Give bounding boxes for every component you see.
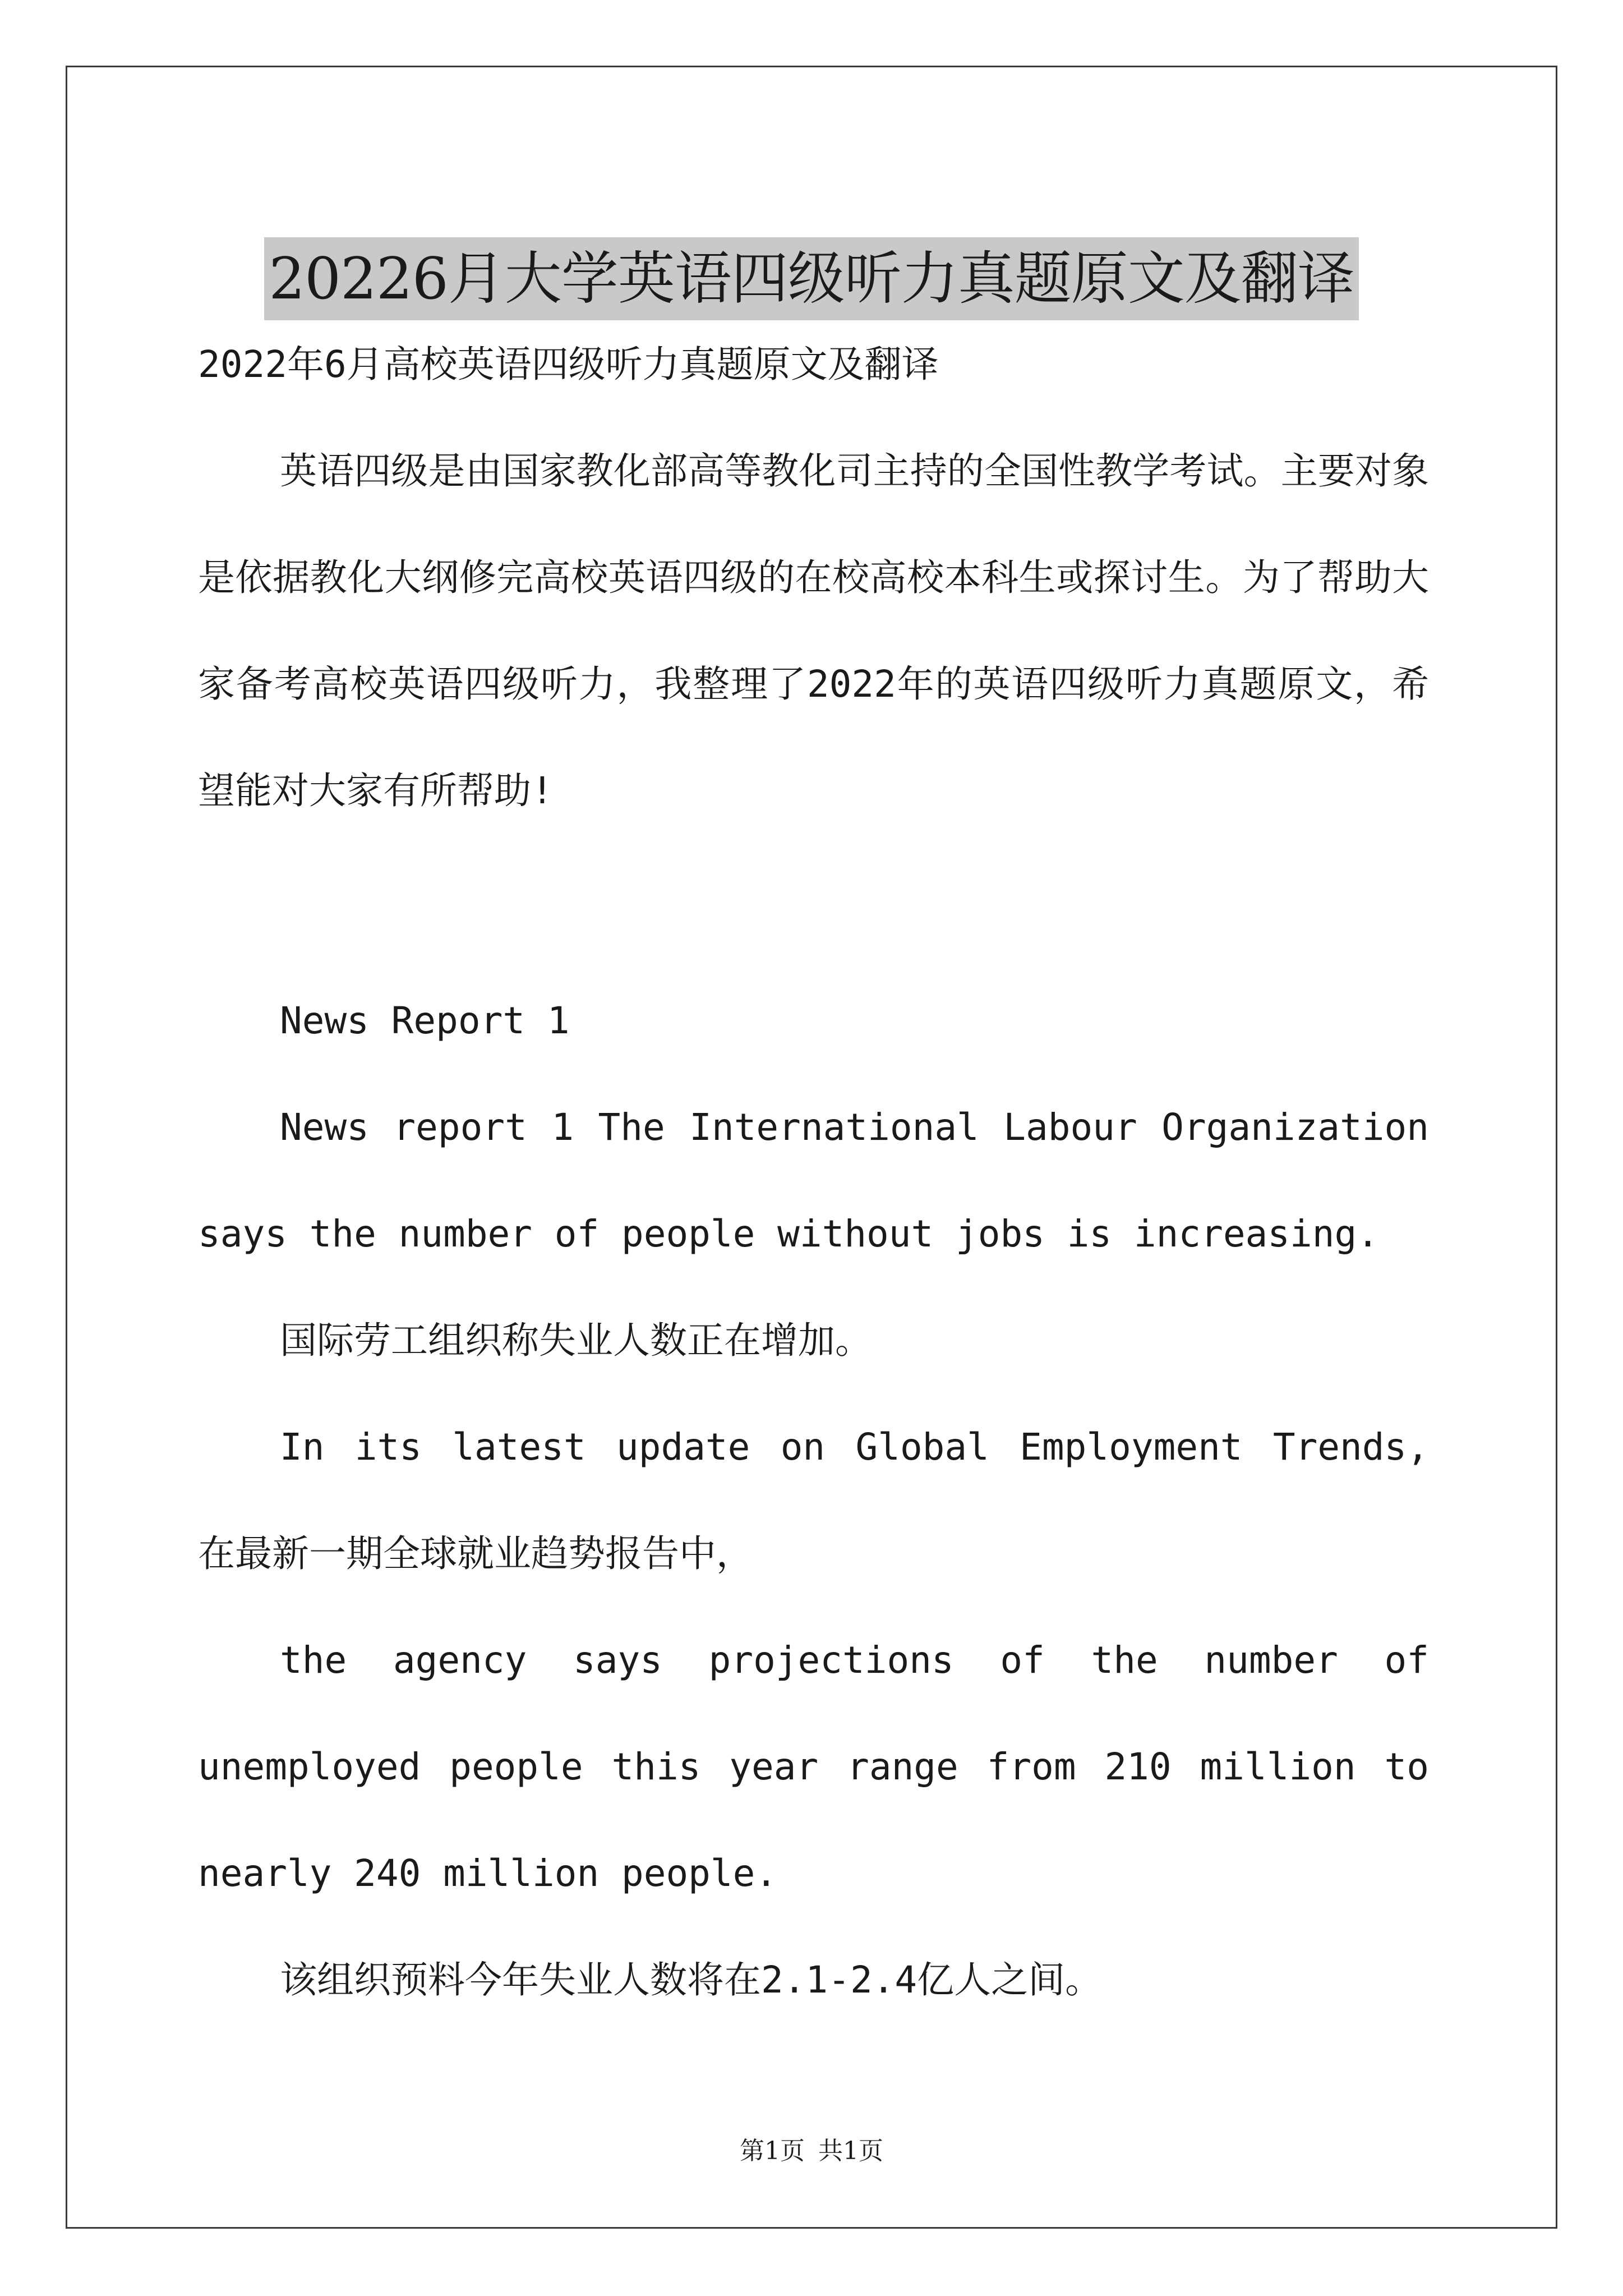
- paragraph-translation-2: 该组织预料今年失业人数将在2.1-2.4亿人之间。: [280, 1958, 1103, 2001]
- paragraph-news-2: In its latest update on Global Employment Trends, 在最新一期全球就业趋势报告中，: [198, 1425, 1429, 1575]
- page-total: 共1页: [818, 2137, 883, 2165]
- page-footer: [0, 2131, 1623, 2166]
- section-heading: News Report 1: [280, 999, 570, 1042]
- document-title: 20226月大学英语四级听力真题原文及翻译: [264, 237, 1358, 320]
- paragraph-translation-1: 国际劳工组织称失业人数正在增加。: [280, 1319, 872, 1362]
- document-subtitle: 2022年6月高校英语四级听力真题原文及翻译: [198, 343, 939, 386]
- page-number: 第1页: [740, 2137, 805, 2165]
- paragraph-news-3: the agency says projections of the number of unemployed people this year range from 210 million to nearly 240 million people.: [198, 1639, 1429, 1895]
- intro-paragraph: 英语四级是由国家教化部高等教化司主持的全国性教学考试。主要对象是依据教化大纲修完高校英语四级的在校高校本科生或探讨生。为了帮助大家备考高校英语四级听力，我整理了2022年的英语四级听力真题原文，希望能对大家有所帮助!: [198, 449, 1429, 812]
- paragraph-news-1: News report 1 The International Labour Organization says the number of people without jobs is increasing.: [198, 1106, 1429, 1255]
